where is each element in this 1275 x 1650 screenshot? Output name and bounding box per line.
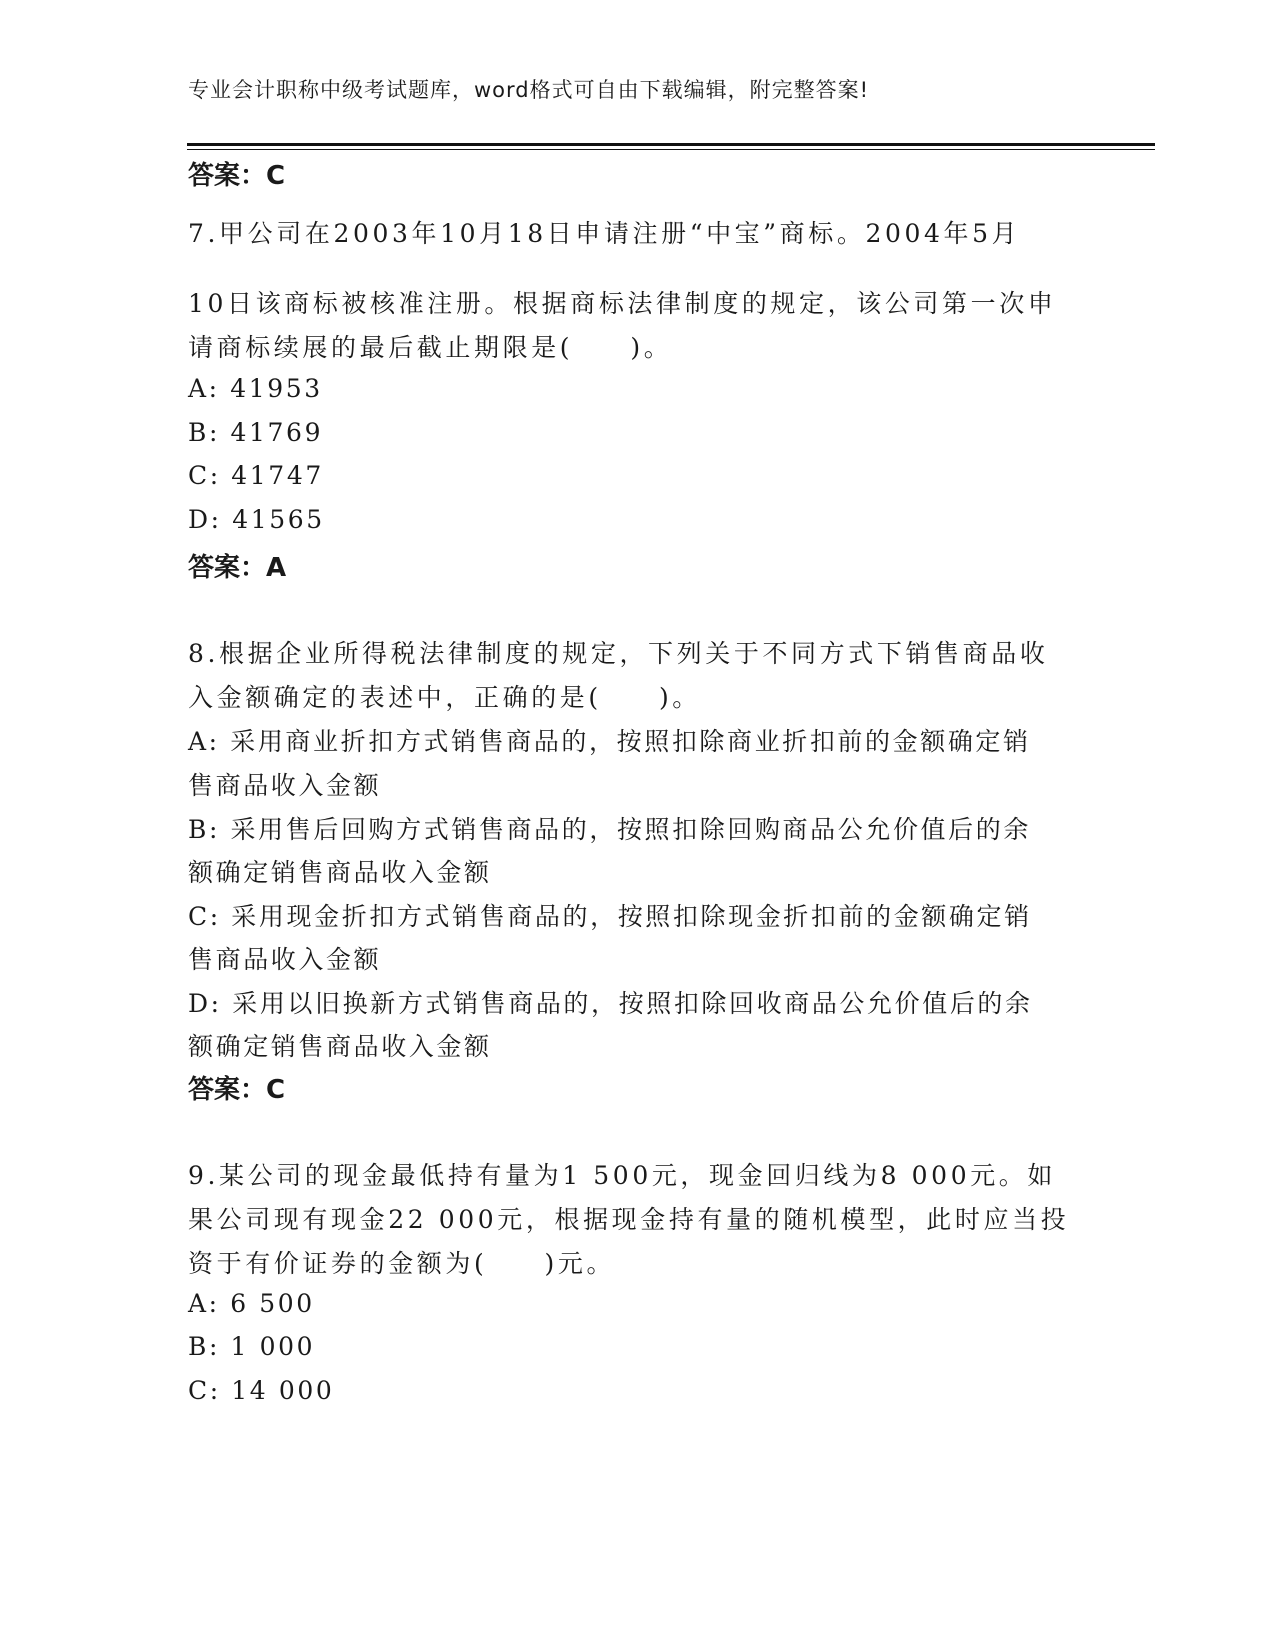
q9-stem-line-3: 资于有价证券的金额为( )元。	[188, 1249, 616, 1278]
page-header: 专业会计职称中级考试题库，word格式可自由下载编辑，附完整答案!	[188, 78, 870, 102]
answer-q6: 答案：C	[188, 161, 286, 191]
q8-option-d-line-1: D: 采用以旧换新方式销售商品的，按照扣除回收商品公允价值后的余	[188, 989, 1033, 1018]
header-divider-thin	[187, 149, 1155, 150]
q9-option-c: C: 14 000	[188, 1376, 335, 1405]
q9-stem-line-1: 9.某公司的现金最低持有量为1 500元，现金回归线为8 000元。如	[188, 1161, 1056, 1190]
q9-option-b: B: 1 000	[188, 1332, 316, 1361]
q9-option-a: A: 6 500	[188, 1289, 315, 1318]
q7-option-d: D: 41565	[188, 505, 325, 534]
q8-option-a-line-1: A: 采用商业折扣方式销售商品的，按照扣除商业折扣前的金额确定销	[188, 727, 1031, 756]
q7-option-c: C: 41747	[188, 461, 324, 490]
q7-stem-line-2: 10日该商标被核准注册。根据商标法律制度的规定，该公司第一次申	[188, 289, 1057, 318]
q8-option-b-line-1: B: 采用售后回购方式销售商品的，按照扣除回购商品公允价值后的余	[188, 815, 1031, 844]
header-divider-thick	[187, 143, 1155, 146]
q7-option-a: A: 41953	[188, 374, 323, 403]
q8-option-b-line-2: 额确定销售商品收入金额	[188, 858, 492, 887]
q8-option-d-line-2: 额确定销售商品收入金额	[188, 1032, 492, 1061]
q9-stem-line-2: 果公司现有现金22 000元，根据现金持有量的随机模型，此时应当投	[188, 1205, 1070, 1234]
answer-q7: 答案：A	[188, 553, 287, 583]
q7-option-b: B: 41769	[188, 418, 324, 447]
q7-stem-line-3: 请商标续展的最后截止期限是( )。	[188, 333, 673, 362]
q8-stem-line-2: 入金额确定的表述中，正确的是( )。	[188, 683, 701, 712]
q8-option-a-line-2: 售商品收入金额	[188, 771, 382, 800]
q7-stem-line-1: 7.甲公司在2003年10月18日申请注册“中宝”商标。2004年5月	[188, 219, 1021, 248]
q8-option-c-line-1: C: 采用现金折扣方式销售商品的，按照扣除现金折扣前的金额确定销	[188, 902, 1032, 931]
q8-option-c-line-2: 售商品收入金额	[188, 945, 382, 974]
q8-stem-line-1: 8.根据企业所得税法律制度的规定，下列关于不同方式下销售商品收	[188, 639, 1049, 668]
answer-q8: 答案：C	[188, 1075, 286, 1105]
